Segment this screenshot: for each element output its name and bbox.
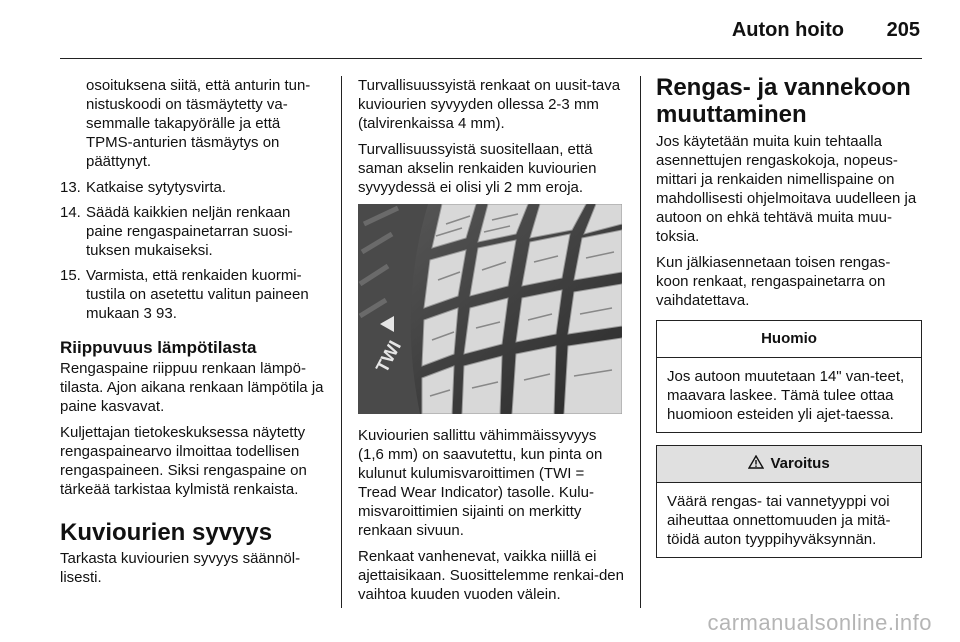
note-text: Jos autoon muutetaan 14" van-teet, maavara laskee. Tämä tulee ottaa huomioon esteiden yli ajet-taessa.: [667, 368, 905, 423]
tire-axle-paragraph: Turvallisuussyistä suositellaan, että saman akselin renkaiden kuviourien syvyydessä ei olisi yli 2 mm eroja.: [358, 141, 597, 196]
column-1: [60, 76, 326, 594]
warning-header: [657, 446, 921, 483]
warning-text: Väärä rengas- tai vannetyyppi voi aiheuttaa onnettomuuden ja mitä-töidä auton tyyppihyväksynnän.: [667, 493, 891, 548]
list-item: [60, 266, 326, 323]
temperature-paragraph-2: Kuljettajan tietokeskuksessa näytetty rengaspainearvo ilmoittaa todellisen rengaspaineen. Siksi rengaspaine on tärkeää tarkistaa kylmistä renkaista.: [60, 424, 307, 498]
step-text: Säädä kaikkien neljän renkaan paine rengaspainetarran suosi-tuksen mukaiseksi.: [86, 204, 293, 259]
note-title: Huomio: [657, 321, 921, 358]
page-reference-link[interactable]: 3 93.: [143, 305, 177, 322]
column-3: [656, 76, 922, 558]
twi-paragraph: Kuviourien sallittu vähimmäissyvyys (1,6 mm) on saavutettu, kun pinta on kulunut kulumisvaroittimen (TWI = Tread Wear Indicator) tasolle. Kulu-misvaroittimien sijainti on merkitty renkaan sivuun.: [358, 427, 603, 539]
warning-icon: [748, 455, 764, 469]
tread-depth-paragraph: Tarkasta kuviourien syvyys säännöl-lisesti.: [60, 550, 301, 586]
step-text: Varmista, että renkaiden kuormi-tustila on asetettu valitun paineen mukaan: [86, 267, 309, 322]
twi-label: TWI: [371, 337, 406, 376]
warning-box: [656, 445, 922, 558]
pressure-label-paragraph: Kun jälkiasennetaan toisen rengas-koon renkaat, rengaspainetarra on vaihdatettava.: [656, 254, 891, 309]
step-text: Katkaise sytytysvirta.: [86, 179, 227, 196]
column-2: [358, 76, 624, 611]
page-header: [60, 0, 922, 59]
chapter-title: Auton hoito: [731, 19, 844, 41]
tread-depth-heading: Kuviourien syvyys: [60, 519, 273, 546]
size-change-paragraph: Jos käytetään muita kuin tehtaalla asennettujen rengaskokoja, nopeus-mittari ja renkaiden nimellispaine on mahdollisesti ohjelmoitava uudelleen ja autoon on ehkä tehtävä muita muu-toksia.: [656, 133, 917, 245]
list-item: [60, 178, 326, 197]
column-divider: [341, 76, 342, 608]
note-box: [656, 320, 922, 433]
tire-replacement-paragraph: Turvallisuussyistä renkaat on uusit-tava kuviourien syvyyden ollessa 2-3 mm (talvirenkaissa 4 mm).: [358, 77, 621, 132]
column-divider: [640, 76, 641, 608]
step-continuation: osoituksena siitä, että anturin tun-nistuskoodi on täsmäytetty va-semmalle takapyörälle ja että TPMS-anturien täsmäytys on päättynyt.: [86, 77, 311, 170]
step-number: 14.: [60, 204, 81, 221]
list-item: [60, 203, 326, 260]
temperature-heading: Riippuvuus lämpötilasta: [60, 338, 257, 357]
size-change-heading: Rengas- ja vannekoon muuttaminen: [656, 74, 911, 128]
tire-tread-figure: [358, 204, 622, 414]
step-number: 13.: [60, 179, 81, 196]
temperature-paragraph: Rengaspaine riippuu renkaan lämpö-tilasta. Ajon aikana renkaan lämpötila ja paine kasvavat.: [60, 360, 324, 415]
page-number: 205: [886, 19, 920, 41]
step-number: 15.: [60, 267, 81, 284]
watermark: carmanualsonline.info: [707, 610, 932, 635]
tire-age-paragraph: Renkaat vanhenevat, vaikka niillä ei ajettaisikaan. Suosittelemme renkai-den vaihtoa kuuden vuoden välein.: [358, 548, 624, 603]
warning-title: Varoitus: [770, 455, 830, 472]
